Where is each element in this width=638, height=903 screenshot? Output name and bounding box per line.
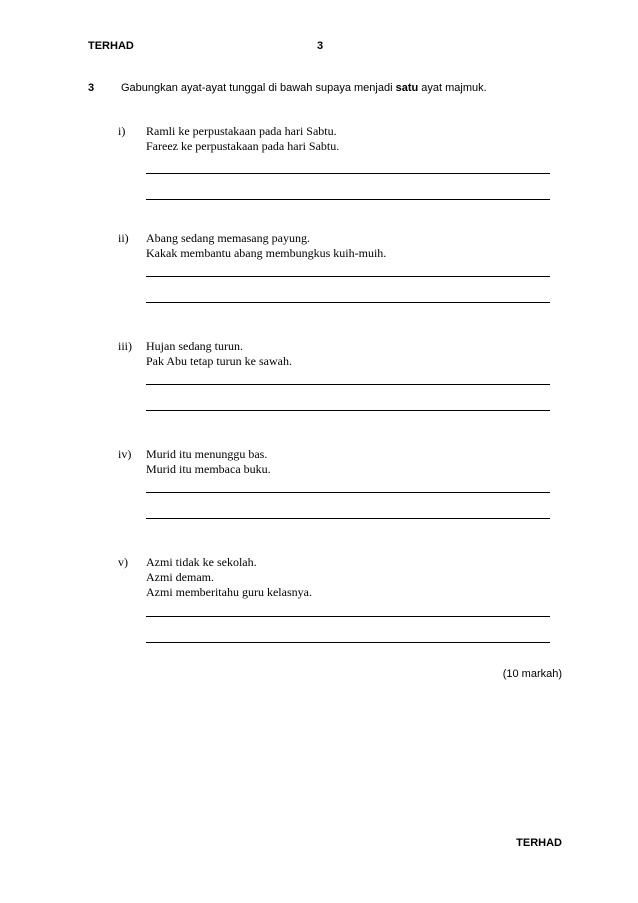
sentence: Fareez ke perpustakaan pada hari Sabtu.: [146, 139, 340, 153]
answer-line[interactable]: [146, 199, 550, 200]
sentence: Pak Abu tetap turun ke sawah.: [146, 354, 292, 368]
sentence: Azmi memberitahu guru kelasnya.: [146, 585, 312, 599]
sentence: Hujan sedang turun.: [146, 339, 243, 353]
sentence: Azmi demam.: [146, 570, 214, 584]
page-number: 3: [317, 40, 324, 52]
item-label: ii): [118, 231, 129, 245]
sentence: Kakak membantu abang membungkus kuih-muih.: [146, 246, 387, 260]
instruction-text-after: ayat majmuk.: [418, 82, 487, 94]
instruction-text-before: Gabungkan ayat-ayat tunggal di bawah supaya menjadi: [121, 82, 396, 94]
header-classification: TERHAD: [88, 40, 134, 52]
item-sentences: [146, 231, 386, 261]
item-label: i): [118, 124, 126, 138]
answer-line[interactable]: [146, 642, 550, 643]
item-label: iv): [118, 447, 132, 461]
answer-line[interactable]: [146, 173, 550, 174]
sentence: Murid itu membaca buku.: [146, 462, 271, 476]
item-label: v): [118, 555, 128, 569]
answer-line[interactable]: [146, 302, 550, 303]
sentence: Murid itu menunggu bas.: [146, 447, 268, 461]
item-sentences: [146, 555, 312, 600]
instruction-text-bold: satu: [395, 82, 419, 94]
question-instruction: [121, 82, 487, 94]
question-number: 3: [88, 82, 95, 94]
answer-line[interactable]: [146, 410, 550, 411]
answer-line[interactable]: [146, 492, 550, 493]
sentence: Azmi tidak ke sekolah.: [146, 555, 257, 569]
marks-allocation: (10 markah): [502, 668, 562, 680]
answer-line[interactable]: [146, 518, 550, 519]
item-label: iii): [118, 339, 132, 353]
sentence: Ramli ke perpustakaan pada hari Sabtu.: [146, 124, 337, 138]
answer-line[interactable]: [146, 616, 550, 617]
item-sentences: [146, 447, 271, 477]
sentence: Abang sedang memasang payung.: [146, 231, 310, 245]
footer-classification: TERHAD: [516, 837, 562, 849]
answer-line[interactable]: [146, 384, 550, 385]
item-sentences: [146, 339, 292, 369]
item-sentences: [146, 124, 339, 154]
answer-line[interactable]: [146, 276, 550, 277]
